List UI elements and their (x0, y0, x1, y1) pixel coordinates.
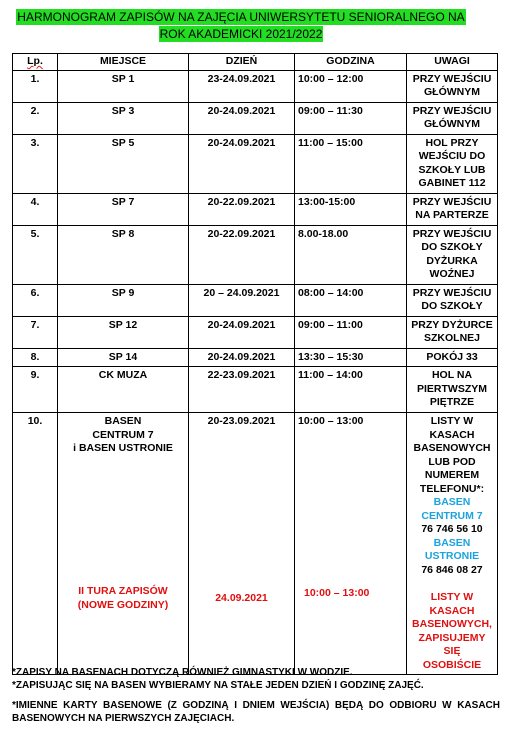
cell-miejsce: SP 5 (58, 134, 189, 193)
table-row (13, 225, 498, 284)
header-lp: Lp. (13, 54, 58, 71)
cell-lp: 7. (13, 316, 58, 348)
uwagi-line: LUB POD (428, 455, 476, 468)
uwagi-line: BASENOWYCH (413, 442, 491, 454)
tura2-miejsce (58, 585, 188, 612)
title-line-2: ROK AKADEMICKI 2021/2022 (159, 27, 323, 41)
cell-dzien: 20-24.09.2021 (189, 134, 295, 193)
tura2-uwagi-line: LISTY W KASACH (429, 591, 475, 617)
uwagi-line: LISTY W KASACH (429, 415, 475, 441)
tura2-uwagi-line: BASENOWYCH, (412, 618, 492, 630)
cell-uwagi (407, 367, 498, 413)
cell-godzina: 8.00-18.00 (295, 225, 407, 284)
cell-godzina: 09:00 – 11:00 (295, 316, 407, 348)
uwagi-line: WEJŚCIU DO (418, 150, 486, 162)
cell-dzien: 20-24.09.2021 (189, 316, 295, 348)
cell-miejsce: SP 14 (58, 348, 189, 367)
cell-uwagi (407, 316, 498, 348)
footnote-3: *IMIENNE KARTY BASENOWE (Z GODZINĄ I DNIEM WEJŚCIA) BĘDĄ DO ODBIORU W KASACH BASENOWYCH NA PIERWSZYCH ZAJĘCIACH. (12, 700, 500, 724)
header-miejsce: MIEJSCE (58, 54, 189, 71)
cell-dzien: 20-24.09.2021 (189, 102, 295, 134)
uwagi-line: PRZY WEJŚCIU (412, 104, 492, 117)
cell-uwagi (407, 225, 498, 284)
uwagi-line: DYŻURKA (426, 254, 478, 267)
godzina-value: 10:00 – 13:00 (298, 415, 364, 427)
uwagi-line: SZKOLNEJ (423, 332, 480, 344)
basen-centrum-name: CENTRUM 7 (421, 509, 483, 522)
cell-dzien: 20 – 24.09.2021 (189, 284, 295, 316)
document-title (16, 9, 466, 43)
tura2-uwagi-line: ZAPISUJEMY SIĘ (418, 631, 486, 657)
uwagi-line: DO SZKOŁY (421, 300, 483, 312)
footnote-2: *ZAPISUJĄC SIĘ NA BASEN WYBIERAMY NA STAŁE JEDEN DZIEŃ I GODZINĘ ZAJĘĆ. (12, 680, 424, 691)
table-row (13, 70, 498, 102)
uwagi-line: PRZY DYŻURCE (411, 318, 493, 331)
tura2-godzina: 10:00 – 13:00 (304, 587, 370, 599)
table-row (13, 367, 498, 413)
uwagi-line: NUMEREM (424, 469, 480, 481)
schedule-table (12, 53, 498, 675)
uwagi-line: SZKOŁY LUB (418, 163, 486, 176)
tura2-uwagi (410, 591, 494, 672)
uwagi-line: GŁÓWNYM (424, 118, 480, 130)
cell-miejsce: SP 3 (58, 102, 189, 134)
cell-godzina: 11:00 – 14:00 (295, 367, 407, 413)
cell-dzien: 20-22.09.2021 (189, 225, 295, 284)
cell-miejsce: SP 7 (58, 193, 189, 225)
basen-ustronie-name: USTRONIE (424, 550, 480, 562)
cell-dzien: 22-23.09.2021 (189, 367, 295, 413)
cell-uwagi (407, 134, 498, 193)
cell-godzina: 10:00 – 12:00 (295, 70, 407, 102)
table-row (13, 284, 498, 316)
uwagi-line: TELEFONU*: (419, 482, 485, 495)
cell-dzien: 23-24.09.2021 (189, 70, 295, 102)
header-uwagi: UWAGI (407, 54, 498, 71)
header-godzina: GODZINA (295, 54, 407, 71)
cell-godzina: 13:30 – 15:30 (295, 348, 407, 367)
cell-lp: 6. (13, 284, 58, 316)
basen-centrum-phone: 76 746 56 10 (421, 523, 483, 535)
cell-godzina: 08:00 – 14:00 (295, 284, 407, 316)
cell-lp: 9. (13, 367, 58, 413)
cell-godzina (295, 413, 407, 675)
basen-ustronie-phone: 76 846 08 27 (421, 563, 483, 576)
cell-miejsce: SP 9 (58, 284, 189, 316)
uwagi-line: GABINET 112 (418, 177, 486, 189)
cell-miejsce: SP 8 (58, 225, 189, 284)
uwagi-line: PRZY WEJŚCIU (412, 227, 492, 240)
cell-miejsce: SP 12 (58, 316, 189, 348)
cell-lp: 2. (13, 102, 58, 134)
cell-lp: 3. (13, 134, 58, 193)
cell-lp: 8. (13, 348, 58, 367)
tura2-miejsce-line: II TURA ZAPISÓW (78, 585, 168, 597)
uwagi-line: HOL NA (431, 369, 473, 381)
table-row (13, 348, 498, 367)
table-header-row (13, 54, 498, 71)
table-row (13, 316, 498, 348)
cell-uwagi (407, 284, 498, 316)
uwagi-line: GŁÓWNYM (424, 86, 480, 98)
cell-lp: 4. (13, 193, 58, 225)
header-dzien: DZIEŃ (189, 54, 295, 71)
table-row (13, 134, 498, 193)
uwagi-line: PIĘTRZE (429, 396, 475, 408)
cell-dzien: 20-24.09.2021 (189, 348, 295, 367)
basen-ustronie-name: BASEN (433, 536, 471, 549)
uwagi-line: DO SZKOŁY (421, 241, 483, 253)
cell-uwagi (407, 70, 498, 102)
cell-uwagi (407, 348, 498, 367)
table-row (13, 193, 498, 225)
uwagi-line: NA PARTERZE (415, 209, 489, 221)
tura2-uwagi-line: OSOBIŚCIE (422, 658, 482, 671)
miejsce-line: i BASEN USTRONIE (73, 442, 173, 454)
basen-centrum-name: BASEN (433, 496, 471, 508)
cell-lp: 1. (13, 70, 58, 102)
cell-godzina: 11:00 – 15:00 (295, 134, 407, 193)
tura2-dzien: 24.09.2021 (215, 592, 268, 604)
cell-lp: 10. (13, 413, 58, 675)
cell-miejsce: SP 1 (58, 70, 189, 102)
uwagi-line: PRZY WEJŚCIU (412, 286, 492, 299)
cell-uwagi (407, 193, 498, 225)
miejsce-line: CENTRUM 7 (92, 428, 154, 441)
cell-miejsce (58, 413, 189, 675)
footnotes (12, 666, 500, 725)
uwagi-line: PRZY WEJŚCIU (412, 195, 492, 208)
cell-dzien: 20-22.09.2021 (189, 193, 295, 225)
uwagi-line: PIERTWSZYM (417, 382, 487, 395)
uwagi-line: WOŹNEJ (429, 268, 475, 280)
cell-dzien (189, 413, 295, 675)
miejsce-line: BASEN (104, 415, 142, 427)
cell-lp: 5. (13, 225, 58, 284)
cell-godzina: 13:00-15:00 (295, 193, 407, 225)
table-row-basen (13, 413, 498, 675)
title-line-1: HARMONOGRAM ZAPISÓW NA ZAJĘCIA UNIWERSYTETU SENIORALNEGO NA (17, 10, 465, 24)
tura2-miejsce-line: (NOWE GODZINY) (77, 598, 169, 611)
cell-uwagi (407, 102, 498, 134)
cell-godzina: 09:00 – 11:30 (295, 102, 407, 134)
dzien-value: 20-23.09.2021 (207, 415, 276, 427)
cell-uwagi (407, 413, 498, 675)
cell-miejsce: CK MUZA (58, 367, 189, 413)
uwagi-line: POKÓJ 33 (426, 350, 478, 363)
table-row (13, 102, 498, 134)
footnote-1: *ZAPISY NA BASENACH DOTYCZĄ RÓWNIEŻ GIMNASTYKI W WODZIE. (12, 667, 353, 678)
uwagi-line: HOL PRZY (425, 136, 479, 149)
uwagi-line: PRZY WEJŚCIU (412, 72, 492, 85)
